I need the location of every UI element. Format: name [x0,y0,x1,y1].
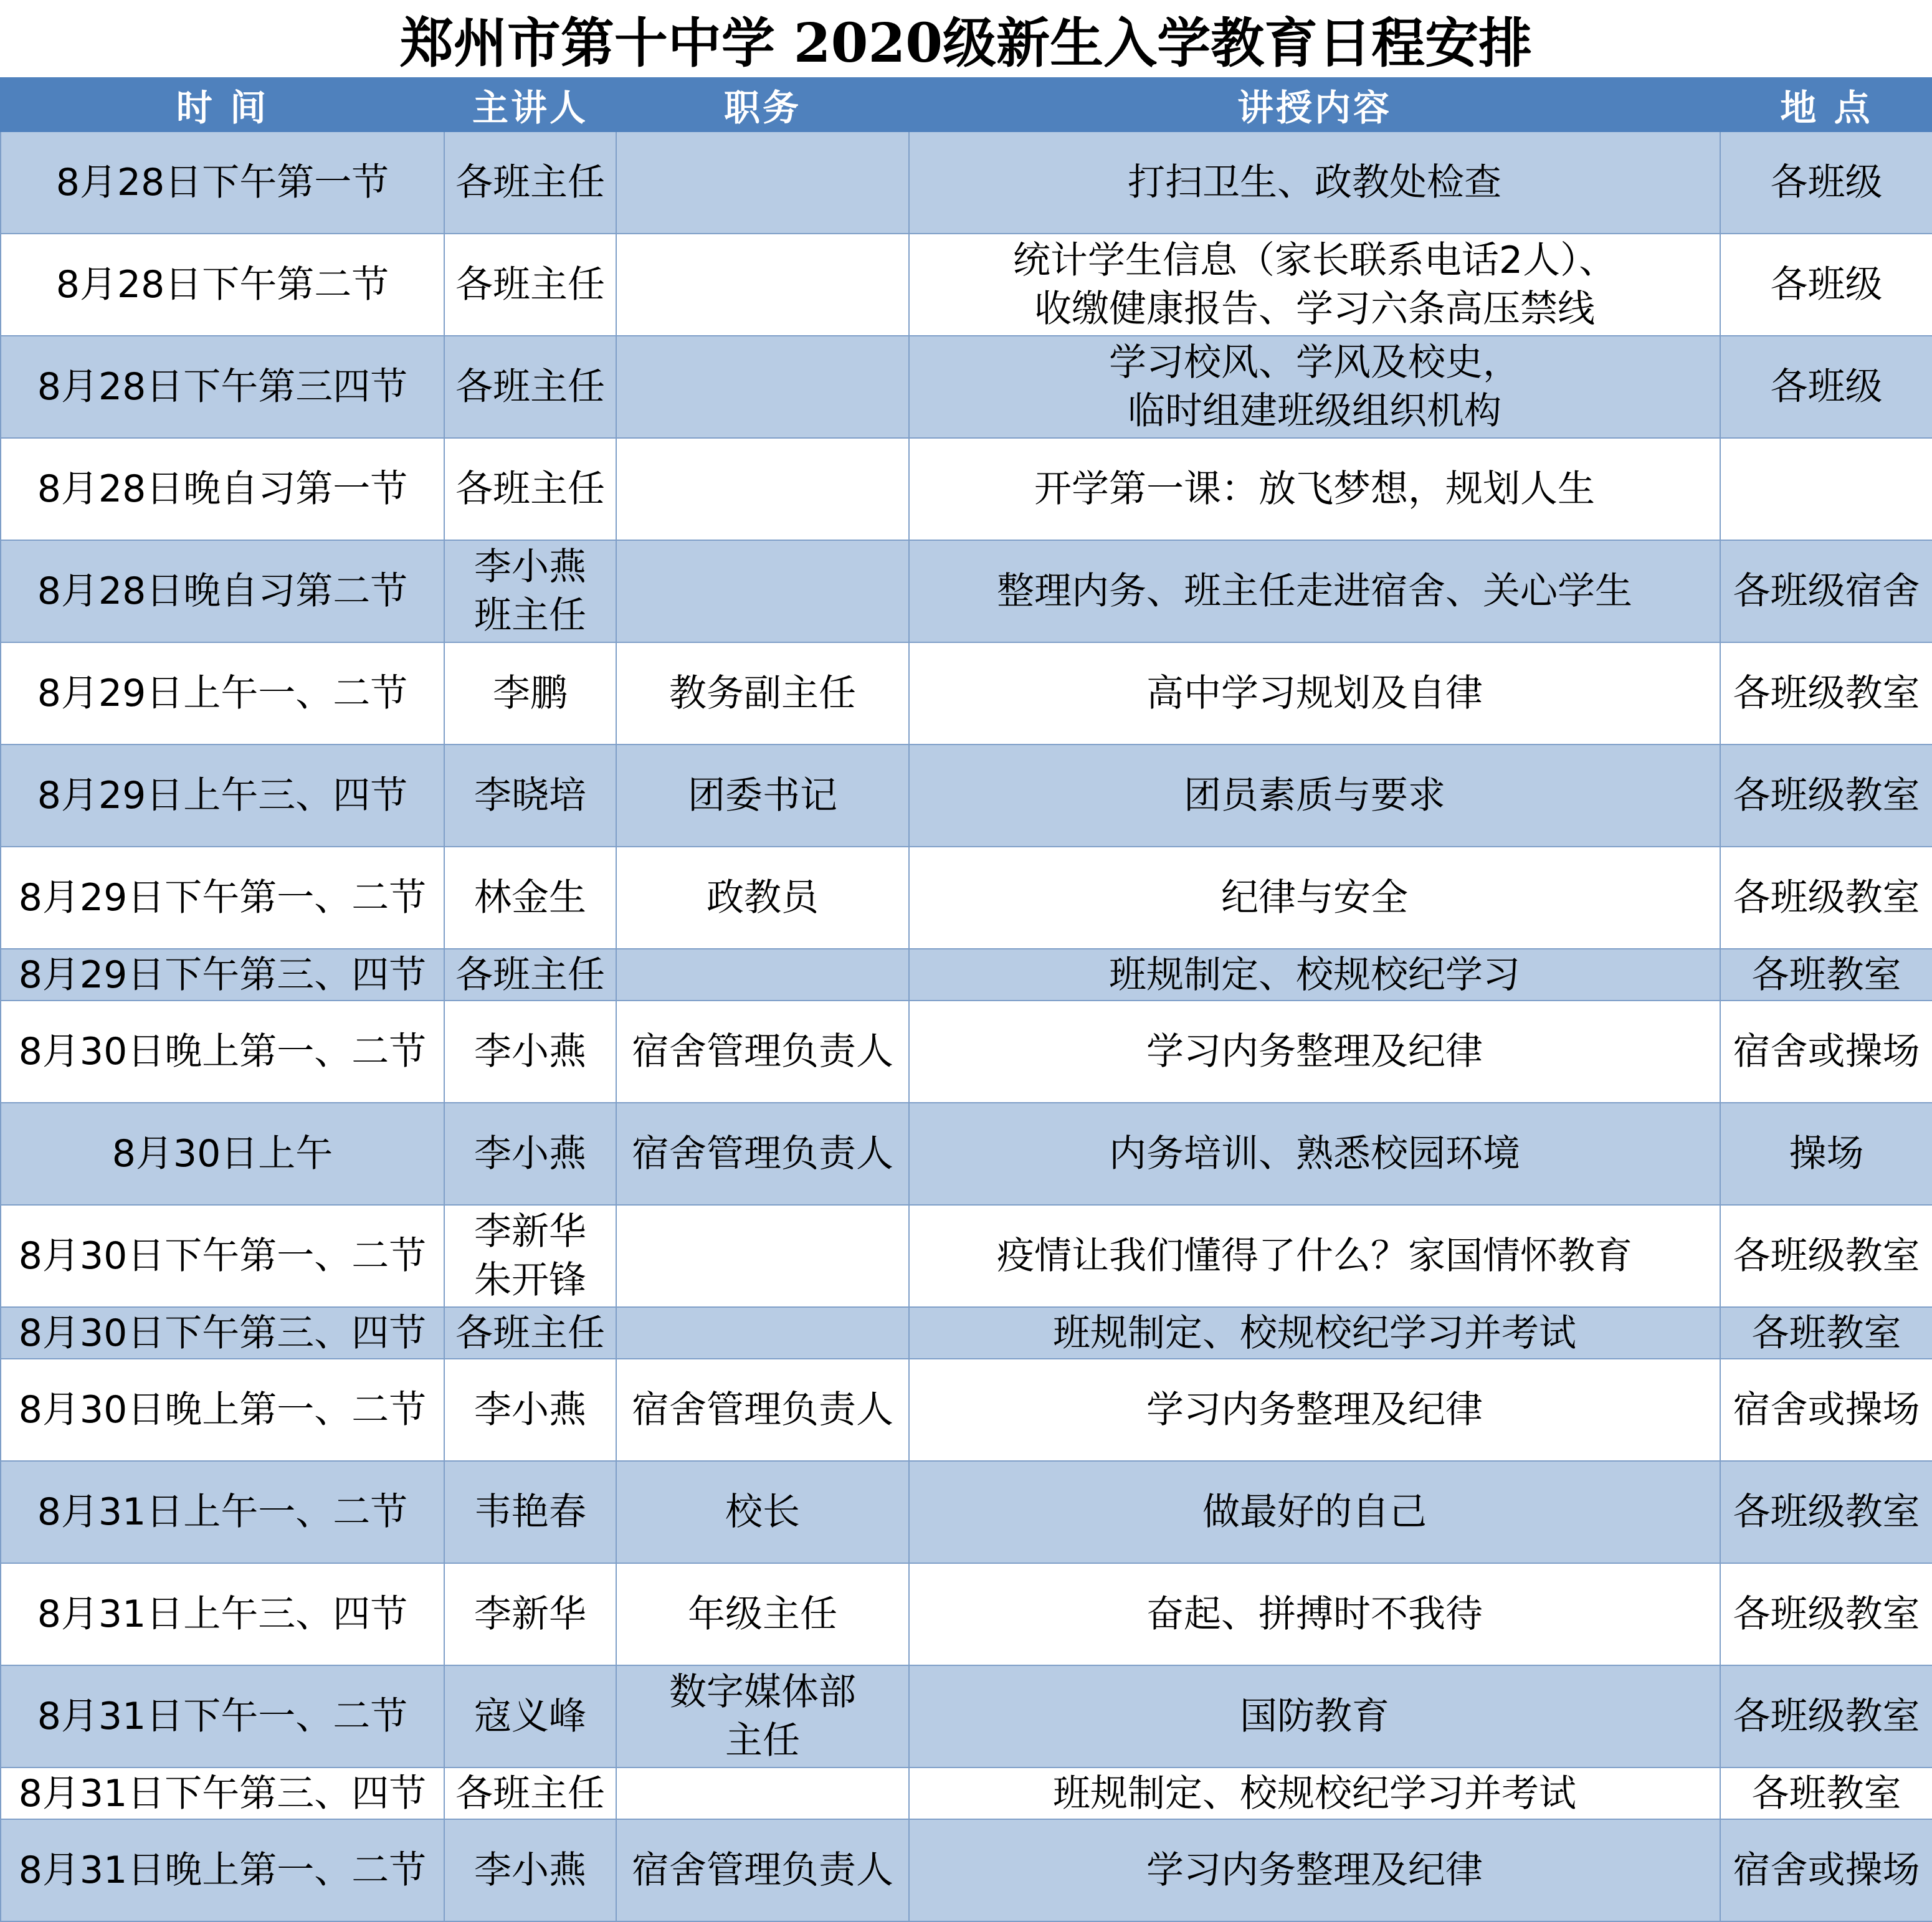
cell-position [616,1307,909,1359]
cell-time [1,1205,444,1307]
cell-time [1,745,444,847]
cell-time [1,1001,444,1103]
cell-content [909,1665,1720,1767]
cell-position-line: 数字媒体部 [669,1670,856,1714]
cell-time-text: 8月29日上午三、四节 [37,774,408,817]
cell-content [909,1563,1720,1665]
header-speaker: 主讲人 [444,78,616,131]
cell-time-text: 8月31日下午第三、四节 [18,1771,427,1815]
table-row [1,234,1932,336]
cell-time [1,1359,444,1461]
cell-speaker [444,642,616,745]
cell-content-line: 班规制定、校规校纪学习并考试 [1053,1771,1576,1815]
cell-speaker-line: 李小燕 [474,1848,586,1892]
cell-position-line: 团委书记 [688,774,837,817]
cell-content-line: 收缴健康报告、学习六条高压禁线 [1034,287,1595,331]
cell-position [616,745,909,847]
cell-time-text: 8月30日上午 [112,1132,333,1176]
cell-location [1720,1103,1932,1205]
cell-location [1720,1819,1932,1921]
cell-speaker-line: 班主任 [474,594,586,637]
cell-content [909,336,1720,438]
cell-location-text: 操场 [1789,1132,1864,1176]
cell-location [1720,745,1932,847]
cell-content-line: 奋起、拼搏时不我待 [1146,1592,1483,1636]
cell-content-line: 打扫卫生、政教处检查 [1128,161,1501,204]
cell-time [1,336,444,438]
cell-speaker-line: 李小燕 [474,545,586,589]
cell-speaker-line: 李鹏 [493,672,568,715]
cell-content [909,642,1720,745]
cell-content-line: 团员素质与要求 [1184,774,1445,817]
cell-speaker [444,1563,616,1665]
cell-content-line: 学习内务整理及纪律 [1146,1030,1483,1073]
cell-position [616,1205,909,1307]
cell-position-line: 教务副主任 [669,672,856,715]
cell-location-text: 各班级宿舍 [1733,569,1920,613]
cell-location-text: 各班级教室 [1733,876,1920,920]
cell-time [1,131,444,234]
cell-content-line: 纪律与安全 [1221,876,1408,920]
cell-content [909,131,1720,234]
schedule-table [0,77,1932,1922]
cell-content [909,1205,1720,1307]
cell-content [909,1819,1720,1921]
cell-location-text: 各班级教室 [1733,1490,1920,1534]
cell-speaker-line: 李小燕 [474,1132,586,1176]
cell-time [1,540,444,642]
cell-speaker-line: 各班主任 [455,467,605,511]
cell-content [909,234,1720,336]
cell-time [1,1819,444,1921]
cell-time [1,1103,444,1205]
cell-speaker [444,1461,616,1563]
cell-speaker [444,1819,616,1921]
table-row [1,847,1932,949]
cell-content [909,949,1720,1001]
cell-time-text: 8月31日下午一、二节 [37,1695,408,1738]
cell-speaker-line: 李新华 [474,1592,586,1636]
cell-location [1720,438,1932,540]
cell-time [1,1307,444,1359]
cell-speaker [444,131,616,234]
cell-time-text: 8月29日上午一、二节 [37,672,408,715]
cell-speaker [444,234,616,336]
cell-content-line: 临时组建班级组织机构 [1128,389,1501,433]
cell-time-text: 8月28日晚自习第二节 [37,569,408,613]
table-row [1,1461,1932,1563]
cell-location-text: 宿舍或操场 [1733,1848,1920,1892]
cell-content-line: 学习校风、学风及校史， [1109,341,1520,384]
cell-location [1720,1767,1932,1819]
cell-content-line: 整理内务、班主任走进宿舍、关心学生 [997,569,1632,613]
cell-position [616,540,909,642]
cell-position [616,1103,909,1205]
cell-location-text: 宿舍或操场 [1733,1030,1920,1073]
cell-content [909,745,1720,847]
cell-location-text: 各班教室 [1751,953,1901,997]
cell-location-text: 宿舍或操场 [1733,1388,1920,1432]
cell-time-text: 8月31日晚上第一、二节 [18,1848,427,1892]
cell-speaker-line: 朱开锋 [474,1258,586,1302]
cell-time-text: 8月29日下午第一、二节 [18,876,427,920]
cell-speaker [444,1665,616,1767]
cell-location [1720,1359,1932,1461]
cell-time-text: 8月31日上午三、四节 [37,1592,408,1636]
cell-content-line: 学习内务整理及纪律 [1146,1848,1483,1892]
cell-position-line: 宿舍管理负责人 [632,1132,893,1176]
table-row [1,1563,1932,1665]
header-time: 时 间 [1,78,444,131]
cell-speaker [444,438,616,540]
table-row [1,540,1932,642]
cell-location [1720,1307,1932,1359]
cell-time-text: 8月30日下午第一、二节 [18,1234,427,1278]
cell-speaker [444,745,616,847]
cell-location [1720,336,1932,438]
cell-time [1,1563,444,1665]
header-location: 地 点 [1720,78,1932,131]
cell-speaker [444,1359,616,1461]
cell-speaker [444,1307,616,1359]
cell-position [616,336,909,438]
cell-location [1720,234,1932,336]
cell-location [1720,642,1932,745]
cell-location-text: 各班级 [1770,263,1883,307]
cell-speaker-line: 韦艳春 [474,1490,586,1534]
table-header-row [1,78,1932,131]
cell-content [909,847,1720,949]
cell-time [1,1767,444,1819]
cell-content-line: 学习内务整理及纪律 [1146,1388,1483,1432]
cell-speaker-line: 李小燕 [474,1030,586,1073]
cell-location-text: 各班级 [1770,365,1883,409]
cell-position [616,1359,909,1461]
cell-position-line: 宿舍管理负责人 [632,1030,893,1073]
cell-time-text: 8月31日上午一、二节 [37,1490,408,1534]
cell-location-text: 各班级教室 [1733,774,1920,817]
cell-speaker-line: 寇义峰 [474,1695,586,1738]
page-title: 郑州市第十中学 2020级新生入学教育日程安排 [399,12,1533,75]
cell-time [1,234,444,336]
cell-speaker [444,847,616,949]
cell-speaker [444,1205,616,1307]
cell-location-text: 各班级教室 [1733,1234,1920,1278]
cell-location-text: 各班级教室 [1733,672,1920,715]
cell-time-text: 8月28日下午第一节 [55,161,389,204]
cell-position-line: 宿舍管理负责人 [632,1388,893,1432]
cell-location [1720,1563,1932,1665]
cell-speaker-line: 各班主任 [455,953,605,997]
table-row [1,1307,1932,1359]
cell-content [909,540,1720,642]
cell-content [909,1767,1720,1819]
cell-speaker [444,540,616,642]
cell-time [1,847,444,949]
cell-position [616,1461,909,1563]
cell-content [909,1001,1720,1103]
cell-content-line: 内务培训、熟悉校园环境 [1109,1132,1520,1176]
cell-content [909,1103,1720,1205]
cell-position [616,847,909,949]
cell-time [1,1665,444,1767]
table-row [1,1103,1932,1205]
cell-location-text: 各班级教室 [1733,1695,1920,1738]
cell-position [616,642,909,745]
table-row [1,949,1932,1001]
cell-location [1720,847,1932,949]
table-row [1,336,1932,438]
cell-position [616,1819,909,1921]
cell-location-text: 各班级教室 [1733,1592,1920,1636]
cell-time-text: 8月30日晚上第一、二节 [18,1388,427,1432]
cell-speaker [444,1103,616,1205]
cell-speaker-line: 各班主任 [455,1311,605,1355]
cell-position [616,949,909,1001]
cell-speaker [444,1767,616,1819]
cell-content [909,438,1720,540]
cell-time [1,949,444,1001]
cell-location [1720,1001,1932,1103]
cell-speaker [444,336,616,438]
cell-location [1720,540,1932,642]
cell-location [1720,949,1932,1001]
cell-time [1,438,444,540]
cell-position [616,1767,909,1819]
cell-position [616,1665,909,1767]
cell-position-line: 年级主任 [688,1592,837,1636]
cell-position-line: 政教员 [707,876,819,920]
cell-speaker-line: 李新华 [474,1210,586,1254]
cell-location [1720,1205,1932,1307]
cell-content-line: 统计学生信息（家长联系电话2人）、 [1012,239,1617,282]
cell-content-line: 国防教育 [1240,1695,1389,1738]
cell-position [616,131,909,234]
header-position: 职务 [616,78,909,131]
cell-content-line: 疫情让我们懂得了什么？家国情怀教育 [997,1234,1632,1278]
table-row [1,642,1932,745]
cell-location [1720,131,1932,234]
cell-speaker-line: 李晓培 [474,774,586,817]
cell-time-text: 8月28日晚自习第一节 [37,467,408,511]
cell-speaker-line: 李小燕 [474,1388,586,1432]
table-row [1,1767,1932,1819]
cell-content [909,1359,1720,1461]
cell-speaker [444,1001,616,1103]
cell-time-text: 8月30日下午第三、四节 [18,1311,427,1355]
table-row [1,745,1932,847]
cell-content-line: 开学第一课：放飞梦想，规划人生 [1034,467,1595,511]
cell-time-text: 8月30日晚上第一、二节 [18,1030,427,1073]
cell-content-line: 做最好的自己 [1202,1490,1427,1534]
cell-speaker [444,949,616,1001]
header-content: 讲授内容 [909,78,1720,131]
cell-time-text: 8月28日下午第三四节 [37,365,408,409]
schedule-rows [1,131,1932,1921]
cell-location-text: 各班级 [1770,161,1883,204]
cell-time-text: 8月28日下午第二节 [55,263,389,307]
table-row [1,1665,1932,1767]
table-row [1,1205,1932,1307]
cell-time [1,642,444,745]
cell-content-line: 班规制定、校规校纪学习 [1109,953,1520,997]
cell-position [616,1001,909,1103]
cell-location [1720,1461,1932,1563]
table-row [1,1359,1932,1461]
cell-content [909,1307,1720,1359]
cell-speaker-line: 各班主任 [455,161,605,204]
cell-speaker-line: 各班主任 [455,263,605,307]
cell-content-line: 班规制定、校规校纪学习并考试 [1053,1311,1576,1355]
cell-content-line: 高中学习规划及自律 [1146,672,1483,715]
cell-time [1,1461,444,1563]
cell-position-line: 主任 [725,1719,800,1763]
table-row [1,1819,1932,1921]
table-row [1,1001,1932,1103]
cell-speaker-line: 各班主任 [455,365,605,409]
cell-position [616,1563,909,1665]
cell-speaker-line: 各班主任 [455,1771,605,1815]
cell-speaker-line: 林金生 [474,876,586,920]
cell-location [1720,1665,1932,1767]
table-row [1,131,1932,234]
cell-position-line: 宿舍管理负责人 [632,1848,893,1892]
cell-position [616,234,909,336]
cell-position-line: 校长 [725,1490,800,1534]
cell-location-text: 各班教室 [1751,1771,1901,1815]
cell-time-text: 8月29日下午第三、四节 [18,953,427,997]
cell-position [616,438,909,540]
table-row [1,438,1932,540]
cell-location-text: 各班教室 [1751,1311,1901,1355]
cell-content [909,1461,1720,1563]
